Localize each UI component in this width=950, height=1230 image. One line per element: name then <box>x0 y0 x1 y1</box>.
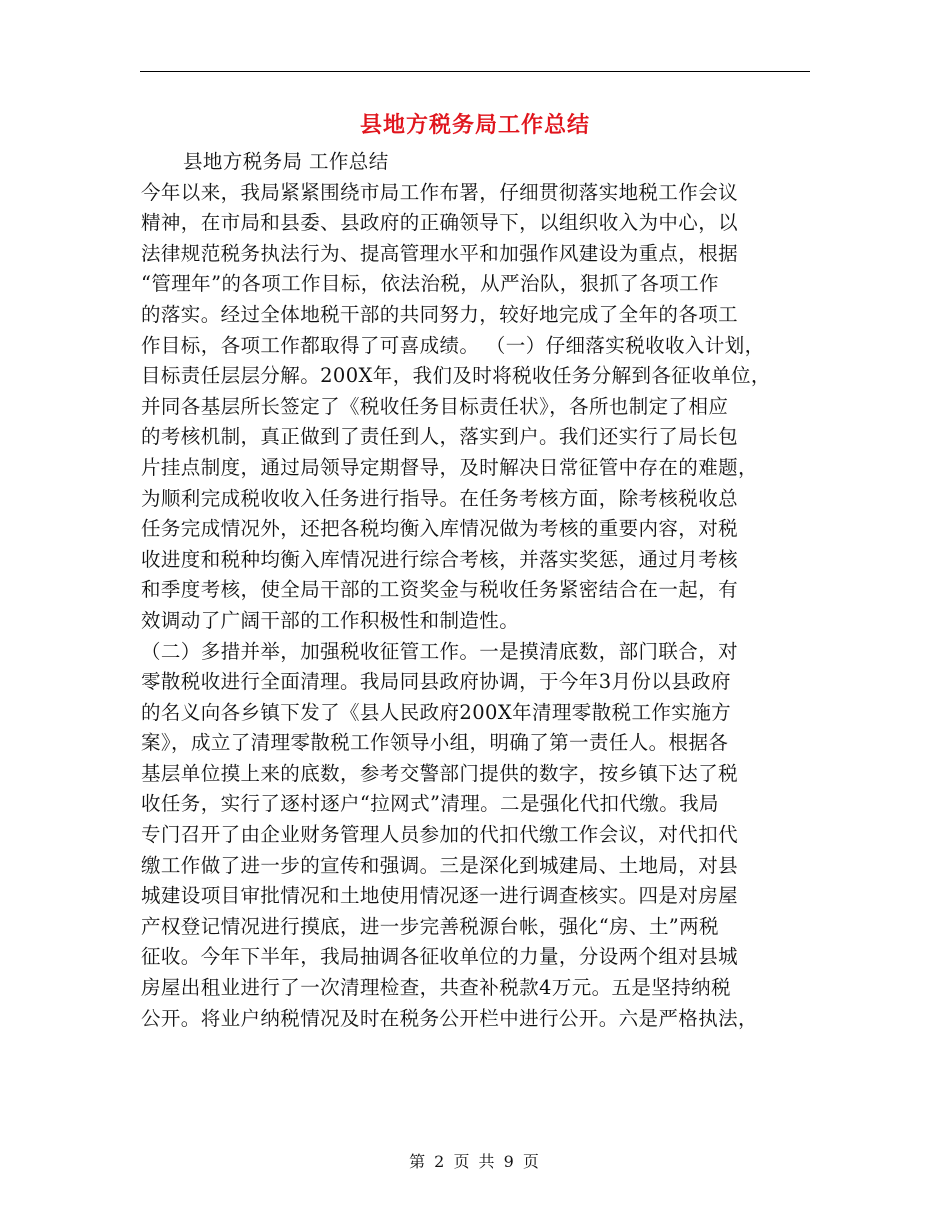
body-line: 片挂点制度，通过局领导定期督导，及时解决日常征管中存在的难题， <box>141 455 758 479</box>
body-line: 房屋出租业进行了一次清理检查，共查补税款4万元。五是坚持纳税 <box>141 976 731 1000</box>
body-line: 收进度和税种均衡入库情况进行综合考核，并落实奖惩，通过月考核 <box>141 547 739 571</box>
body-line: 收任务，实行了逐村逐户“拉网式”清理。二是强化代扣代缴。我局 <box>141 792 719 816</box>
body-line: 精神，在市局和县委、县政府的正确领导下，以组织收入为中心，以 <box>141 211 739 235</box>
body-line: 产权登记情况进行摸底，进一步完善税源台帐，强化“房、土”两税 <box>141 914 719 938</box>
document-body <box>141 147 813 1034</box>
body-line: 专门召开了由企业财务管理人员参加的代扣代缴工作会议，对代扣代 <box>141 823 739 847</box>
body-line: 目标责任层层分解。200X年，我们及时将税收任务分解到各征收单位， <box>141 364 771 388</box>
body-line: 和季度考核，使全局干部的工资奖金与税收任务紧密结合在一起，有 <box>141 578 739 602</box>
body-line: 并同各基层所长签定了《税收任务目标责任状》，各所也制定了相应 <box>141 394 729 418</box>
body-line: 征收。今年下半年，我局抽调各征收单位的力量，分设两个组对县城 <box>141 945 739 969</box>
body-line: 案》，成立了清理零散税工作领导小组，明确了第一责任人。根据各 <box>141 731 729 755</box>
document-title: 县地方税务局工作总结 <box>359 112 590 138</box>
body-line: 的落实。经过全体地税干部的共同努力，较好地完成了全年的各项工 <box>141 302 739 326</box>
body-line: 任务完成情况外，还把各税均衡入库情况做为考核的重要内容，对税 <box>141 517 739 541</box>
body-line: 效调动了广阔干部的工作积极性和制造性。 <box>141 608 520 632</box>
body-line: 为顺利完成税收收入任务进行指导。在任务考核方面，除考核税收总 <box>141 486 739 510</box>
body-line: 今年以来，我局紧紧围绕市局工作布署，仔细贯彻落实地税工作会议 <box>141 180 739 204</box>
body-line: 城建设项目审批情况和土地使用情况逐一进行调查核实。四是对房屋 <box>141 884 739 908</box>
body-line: 基层单位摸上来的底数，参考交警部门提供的数字，按乡镇下达了税 <box>141 761 739 785</box>
body-line: 作目标，各项工作都取得了可喜成绩。 （一）仔细落实税收收入计划， <box>141 333 765 357</box>
body-line: （二）多措并举，加强税收征管工作。一是摸清底数，部门联合，对 <box>141 639 739 663</box>
body-line: “管理年”的各项工作目标，依法治税，从严治队，狠抓了各项工作 <box>141 272 719 296</box>
body-line: 零散税收进行全面清理。我局同县政府协调，于今年3月份以县政府 <box>141 670 731 694</box>
page-number: 第 2 页 共 9 页 <box>409 1152 541 1171</box>
body-line: 的考核机制，真正做到了责任到人，落实到户。我们还实行了局长包 <box>141 425 739 449</box>
body-line: 缴工作做了进一步的宣传和强调。三是深化到城建局、土地局，对县 <box>141 853 739 877</box>
body-line: 的名义向各乡镇下发了《县人民政府200X年清理零散税工作实施方 <box>141 700 732 724</box>
body-line: 法律规范税务执法行为、提高管理水平和加强作风建设为重点，根据 <box>141 241 739 265</box>
body-line: 公开。将业户纳税情况及时在税务公开栏中进行公开。六是严格执法， <box>141 1006 758 1030</box>
subtitle-line: 县地方税务局 工作总结 <box>183 150 389 173</box>
header-rule <box>140 71 810 72</box>
